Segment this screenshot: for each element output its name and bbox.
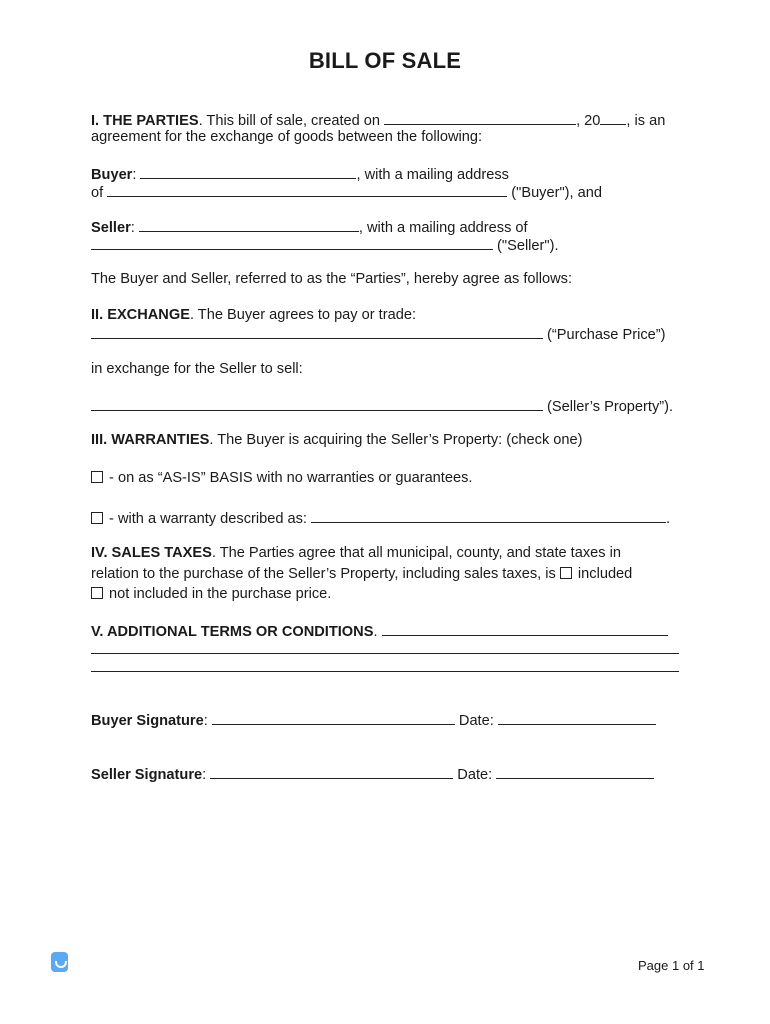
taxes-included-label: included	[573, 566, 633, 582]
seller-address-text: , with a mailing address of	[358, 220, 528, 236]
taxes-text-2: relation to the purchase of the Seller’s Property, including sales taxes, is	[91, 566, 560, 582]
buyer-date-field[interactable]	[498, 710, 656, 725]
seller-date-label: Date:	[453, 767, 497, 783]
taxes-line-2	[91, 565, 632, 583]
page-number: Page 1 of 1	[638, 958, 705, 973]
colon: :	[202, 767, 211, 783]
warranty-label: - with a warranty described as:	[105, 511, 312, 527]
exchange-line-3: in exchange for the Seller to sell:	[91, 361, 303, 377]
year-prefix: , 20	[576, 113, 601, 129]
taxes-line-1	[91, 544, 621, 562]
purchase-price-label: (“Purchase Price”)	[543, 327, 666, 343]
terms-field-1[interactable]	[382, 621, 668, 636]
sellers-property-label: (Seller’s Property”).	[543, 399, 674, 415]
warranty-option-as-is	[91, 469, 472, 487]
seller-name-field[interactable]	[139, 217, 359, 232]
as-is-checkbox[interactable]	[91, 471, 103, 483]
exchange-line-2	[91, 324, 665, 344]
warranty-checkbox[interactable]	[91, 512, 103, 524]
seller-ref-text: ("Seller").	[493, 238, 559, 254]
buyer-signature-label: Buyer Signature	[91, 713, 204, 729]
colon: :	[130, 220, 139, 236]
terms-line-2	[91, 639, 679, 659]
exchange-heading: II. EXCHANGE	[91, 307, 190, 323]
purchase-price-field[interactable]	[91, 324, 543, 339]
warranty-end: .	[666, 511, 671, 527]
sellers-property-field[interactable]	[91, 396, 543, 411]
as-is-label: - on as “AS-IS” BASIS with no warranties or guarantees.	[105, 470, 473, 486]
terms-heading: V. ADDITIONAL TERMS OR CONDITIONS	[91, 624, 374, 640]
buyer-of-text: of	[91, 185, 108, 201]
document-title: BILL OF SALE	[308, 48, 462, 73]
seller-signature-label: Seller Signature	[91, 767, 203, 783]
parties-heading: I. THE PARTIES	[91, 113, 199, 129]
buyer-ref-text: ("Buyer"), and	[507, 185, 602, 201]
colon: :	[132, 167, 141, 183]
warranties-line-1	[91, 431, 583, 449]
seller-line-1	[91, 217, 528, 237]
seller-signature-field[interactable]	[210, 764, 453, 779]
seller-label: Seller	[91, 220, 131, 236]
parties-line-2: agreement for the exchange of goods between the following:	[91, 129, 483, 145]
buyer-line-2	[91, 182, 602, 202]
buyer-name-field[interactable]	[140, 164, 356, 179]
seller-date-field[interactable]	[496, 764, 654, 779]
parties-line-1	[91, 110, 665, 130]
buyer-date-label: Date:	[454, 713, 498, 729]
taxes-included-checkbox[interactable]	[560, 567, 572, 579]
seller-signature-line	[91, 764, 654, 784]
colon: :	[203, 713, 212, 729]
date-created-field[interactable]	[384, 110, 576, 125]
terms-line-1	[91, 621, 668, 641]
exchange-line-4	[91, 396, 673, 416]
warranty-description-field[interactable]	[311, 508, 666, 523]
buyer-address-field[interactable]	[107, 182, 507, 197]
warranties-heading: III. WARRANTIES	[91, 432, 210, 448]
parties-text: . This bill of sale, created on	[198, 113, 385, 129]
warranties-text: . The Buyer is acquiring the Seller’s Property: (check one)	[209, 432, 583, 448]
taxes-not-included-checkbox[interactable]	[91, 587, 103, 599]
terms-field-3[interactable]	[91, 657, 679, 672]
buyer-address-text: , with a mailing address	[356, 167, 509, 183]
year-field[interactable]	[600, 110, 626, 125]
agree-text: The Buyer and Seller, referred to as the “Parties”, hereby agree as follows:	[91, 271, 573, 287]
seller-line-2	[91, 235, 559, 255]
warranty-option-described	[91, 508, 670, 528]
seller-address-field[interactable]	[91, 235, 493, 250]
taxes-heading: IV. SALES TAXES	[91, 545, 212, 561]
buyer-label: Buyer	[91, 167, 133, 183]
exchange-line-1	[91, 306, 416, 324]
buyer-signature-line	[91, 710, 656, 730]
terms-field-2[interactable]	[91, 639, 679, 654]
terms-line-3	[91, 657, 679, 677]
brand-logo-icon	[51, 952, 68, 972]
taxes-text-1: . The Parties agree that all municipal, county, and state taxes in	[211, 545, 621, 561]
exchange-text: . The Buyer agrees to pay or trade:	[189, 307, 416, 323]
buyer-line-1	[91, 164, 509, 184]
taxes-not-included-label: not included in the purchase price.	[105, 586, 332, 602]
buyer-signature-field[interactable]	[212, 710, 455, 725]
terms-dot: .	[373, 624, 382, 640]
parties-text-end: , is an	[626, 113, 666, 129]
taxes-line-3	[91, 585, 331, 603]
